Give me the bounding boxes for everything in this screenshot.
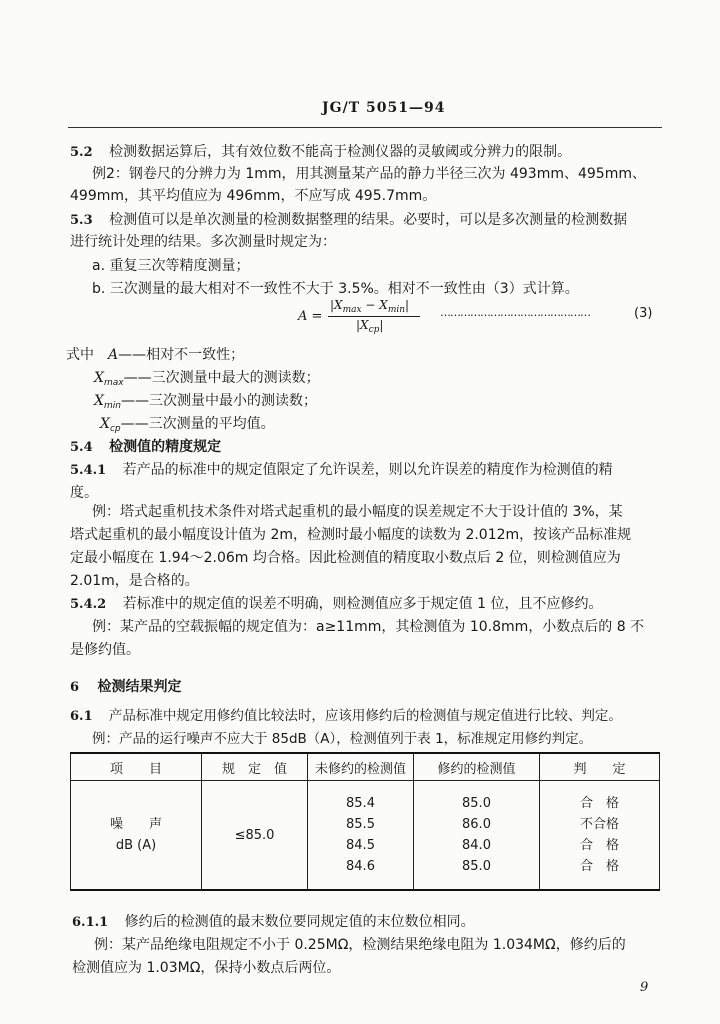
example-2-line1: 例2：钢卷尺的分辨力为 1mm，用其测量某产品的静力半径三次为 493mm、495mm、 <box>92 166 646 182</box>
section-text: 修约后的检测值的最末数位要同规定值的末位数位相同。 <box>124 914 475 930</box>
section-number: 6 <box>70 680 80 695</box>
section-text: 产品标准中规定用修约值比较法时，应该用修约后的检测值与规定值进行比较、判定。 <box>108 708 622 724</box>
where-xcp: $X_{cp}——$三次测量的平均值。 <box>100 416 275 434</box>
section-text: 检测数据运算后，其有效位数不能高于检测仪器的灵敏阈或分辨力的限制。 <box>109 144 572 160</box>
example-541-line2: 塔式起重机的最小幅度设计值为 2m，检测时最小幅度的读数为 2.012m，按该产品标准规 <box>70 527 632 543</box>
section-number: 5.4.2 <box>70 597 107 612</box>
section-title: 检测结果判定 <box>97 679 182 695</box>
item-cell: 噪 声 dB (A) <box>71 781 202 891</box>
spec-cell: ≤85.0 <box>202 781 308 891</box>
section-number: 5.4 <box>70 440 93 455</box>
formula-denominator: $|X_{cp}|$ <box>356 318 384 335</box>
header-item: 项 目 <box>71 753 202 781</box>
section-5-2 <box>70 142 571 163</box>
section-number: 5.4.1 <box>70 463 107 478</box>
results-table <box>70 752 660 891</box>
header-rounded: 修约的检测值 <box>414 753 540 781</box>
formula-lhs: A = <box>298 309 323 324</box>
example-6-1: 例：产品的运行噪声不应大于 85dB（A），检测值列于表 1，标准规定用修约判定。 <box>92 731 593 747</box>
formula-numerator: $|X_{max} - X_{min}|$ <box>330 298 410 315</box>
example-2-line2: 499mm，其平均值应为 496mm，不应写成 495.7mm。 <box>70 188 437 204</box>
example-541-line3: 定最小幅度在 1.94～2.06m 均合格。因此检测值的精度取小数点后 2 位，则检测值应为 <box>70 550 621 566</box>
section-5-3-line2: 进行统计处理的结果。多次测量时规定为： <box>70 234 336 250</box>
header-spec: 规 定 值 <box>202 753 308 781</box>
section-title: 检测值的精度规定 <box>109 439 222 455</box>
section-text: 检测值可以是单次测量的检测数据整理的结果。必要时，可以是多次测量的检测数据 <box>109 212 628 228</box>
section-5-3 <box>70 210 627 231</box>
where-a: 式中 A——相对不一致性； <box>66 347 245 363</box>
section-5-4-1 <box>70 460 613 481</box>
raw-cell: 85.4 85.5 84.5 84.6 <box>308 781 414 891</box>
judge-cell: 合 格 不合格 合 格 合 格 <box>540 781 660 891</box>
section-number: 6.1 <box>70 709 93 724</box>
section-text: 若标准中的规定值的误差不明确，则检测值应多于规定值 1 位，且不应修约。 <box>122 596 603 612</box>
section-number: 5.2 <box>70 145 93 160</box>
table-header-row <box>71 753 660 781</box>
document-header: JG/T 5051—94 <box>322 100 446 116</box>
section-5-4-1-line2: 度。 <box>70 485 98 501</box>
page-number: 9 <box>640 980 649 995</box>
section-text: 若产品的标准中的规定值限定了允许误差，则以允许误差的精度作为检测值的精 <box>122 462 613 478</box>
example-542-line2: 是修约值。 <box>70 642 140 658</box>
section-5-4 <box>70 437 221 458</box>
section-6-1 <box>70 706 622 727</box>
example-542-line1: 例：某产品的空载振幅的规定值为：a≥11mm，其检测值为 10.8mm，小数点后的 8 不 <box>92 619 645 635</box>
header-raw: 未修约的检测值 <box>308 753 414 781</box>
example-611-line2: 检测值应为 1.03MΩ，保持小数点后两位。 <box>72 960 341 976</box>
section-6 <box>70 677 182 698</box>
where-xmax: $X_{max}——$三次测量中最大的测读数； <box>94 370 320 388</box>
header-rule <box>68 127 662 128</box>
example-611-line1: 例：某产品绝缘电阻规定不小于 0.25MΩ，检测结果绝缘电阻为 1.034MΩ，修约后的 <box>94 937 626 953</box>
where-xmin: $X_{min}——$三次测量中最小的测读数； <box>94 393 317 411</box>
table-row <box>71 781 660 891</box>
header-judge: 判 定 <box>540 753 660 781</box>
section-5-4-2 <box>70 594 602 615</box>
rounded-cell: 85.0 86.0 84.0 85.0 <box>414 781 540 891</box>
section-6-1-1 <box>72 912 475 933</box>
section-number: 6.1.1 <box>72 915 109 930</box>
example-541-line1: 例：塔式起重机技术条件对塔式起重机的最小幅度的误差规定不大于设计值的 3%，某 <box>92 504 623 520</box>
formula-leader-dots: ……………………………………… <box>440 306 590 319</box>
fraction-bar <box>328 316 420 317</box>
item-a: a. 重复三次等精度测量； <box>92 258 250 274</box>
equation-number: (3) <box>634 306 653 321</box>
item-b: b. 三次测量的最大相对不一致性不大于 3.5%。相对不一致性由（3）式计算。 <box>92 281 579 297</box>
example-541-line4: 2.01m，是合格的。 <box>70 573 199 589</box>
section-number: 5.3 <box>70 213 93 228</box>
